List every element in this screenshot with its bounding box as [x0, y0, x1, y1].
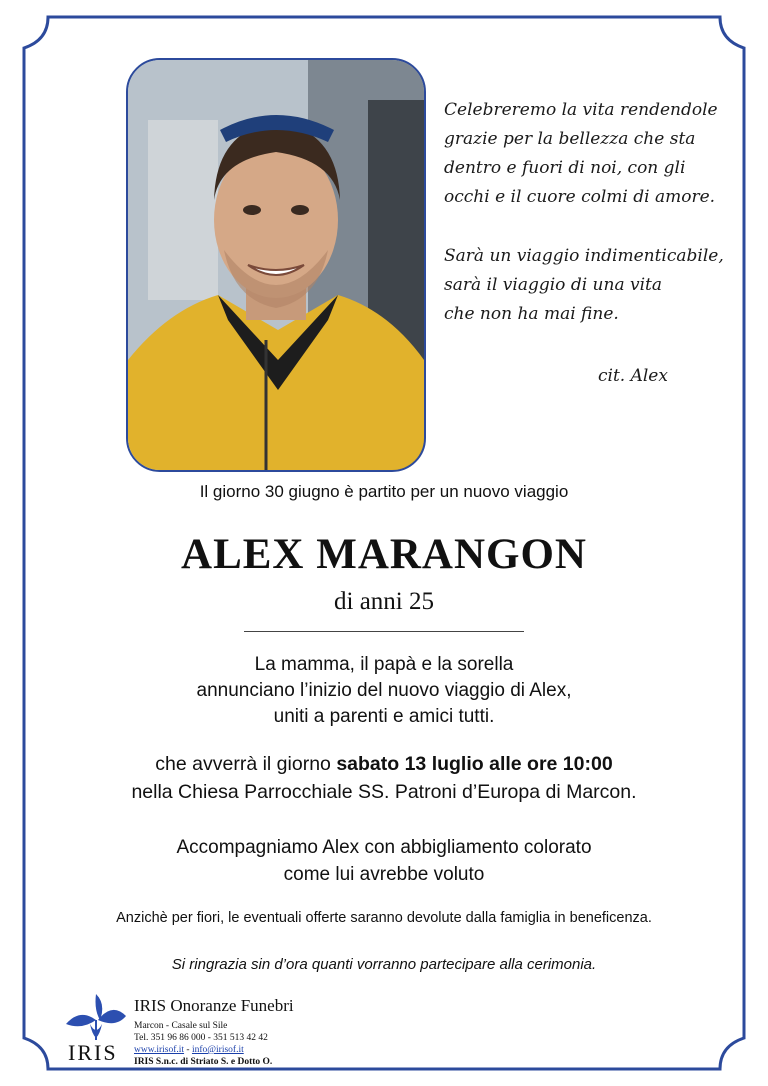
ceremony-prefix: che avverrà il giorno [155, 753, 337, 775]
company-legal: IRIS S.n.c. di Striato S. e Dotto O. [134, 1057, 273, 1067]
thanks-note: Si ringrazia sin d’ora quanti vorranno partecipare alla cerimonia. [171, 956, 597, 973]
poem-citation: cit. Alex [598, 366, 668, 386]
offerings-note: Anzichè per fiori, le eventuali offerte saranno devolute dalla famiglia in beneficenza. [116, 910, 652, 926]
intro-text: Il giorno 30 giugno è partito per un nuovo viaggio [199, 482, 569, 501]
ceremony-details [0, 750, 768, 806]
company-location: Marcon - Casale sul Sile [134, 1021, 228, 1031]
iris-logo [60, 990, 132, 1066]
ceremony-place: nella Chiesa Parrocchiale SS. Patroni d’Europa di Marcon. [131, 781, 637, 803]
poem-quote [444, 96, 734, 386]
dress-code-note: Accompagniamo Alex con abbigliamento colorato come lui avrebbe voluto [176, 837, 592, 885]
company-phone: Tel. 351 96 86 000 - 351 513 42 42 [134, 1033, 268, 1043]
ceremony-date-time: sabato 13 luglio alle ore 10:00 [336, 753, 613, 775]
company-links: www.irisof.it - info@irisof.it [134, 1045, 244, 1055]
portrait-photo [126, 58, 426, 472]
poem-stanza-2: Sarà un viaggio indimenticabile, sarà il viaggio di una vita che non ha mai fine. [444, 246, 724, 324]
website-link[interactable]: www.irisof.it [134, 1045, 185, 1055]
company-name: IRIS Onoranze Funebri [134, 996, 294, 1015]
deceased-name: ALEX MARANGON [181, 531, 587, 578]
divider-line [244, 631, 524, 632]
funeral-home-info [134, 996, 294, 1068]
poem-stanza-1: Celebreremo la vita rendendole grazie per la bellezza che sta dentro e fuori di noi, con gli occhi e il cuore colmi di amore. [444, 100, 718, 207]
deceased-age: di anni 25 [334, 588, 434, 615]
family-announcement: La mamma, il papà e la sorella annunciano l’inizio del nuovo viaggio di Alex, uniti a parenti e amici tutti. [196, 654, 572, 727]
logo-text: IRIS [68, 1040, 118, 1065]
email-link[interactable]: info@irisof.it [191, 1045, 244, 1055]
